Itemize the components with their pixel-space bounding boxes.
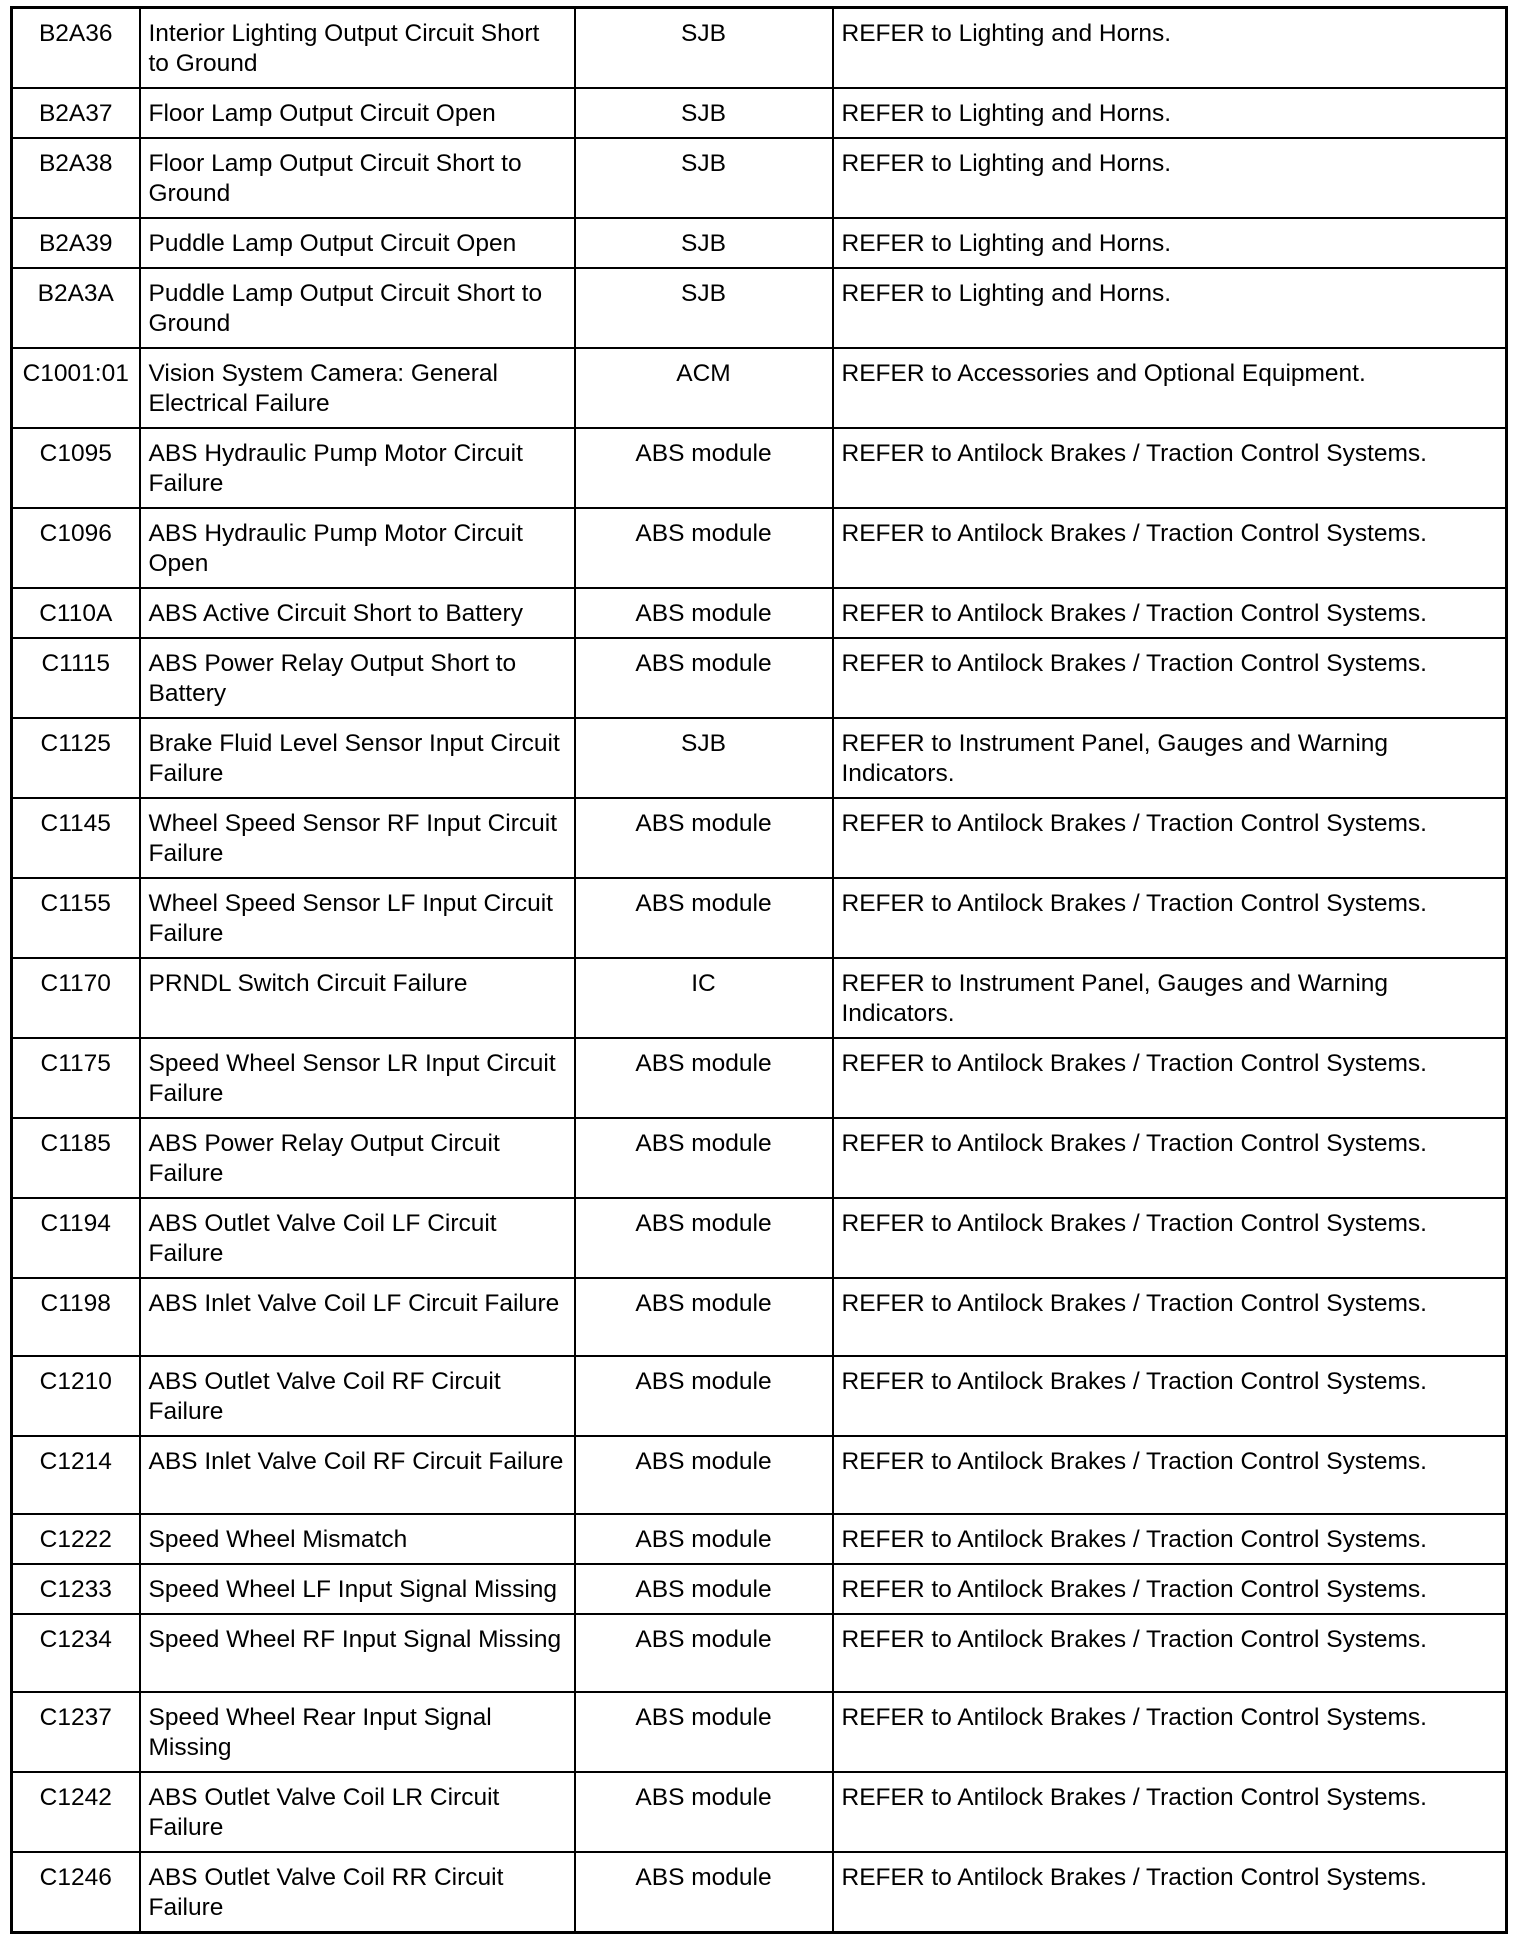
dtc-code: B2A39 [12,218,140,268]
table-row [12,878,1507,958]
dtc-action: REFER to Antilock Brakes / Traction Control Systems. [833,1038,1507,1118]
dtc-source: ABS module [575,428,833,508]
dtc-source: IC [575,958,833,1038]
dtc-description: ABS Power Relay Output Short to Battery [140,638,575,718]
dtc-source: ABS module [575,1564,833,1614]
dtc-description: Puddle Lamp Output Circuit Open [140,218,575,268]
dtc-code: C1096 [12,508,140,588]
table-row [12,508,1507,588]
dtc-action: REFER to Instrument Panel, Gauges and Warning Indicators. [833,718,1507,798]
dtc-action: REFER to Antilock Brakes / Traction Control Systems. [833,1514,1507,1564]
dtc-code: B2A37 [12,88,140,138]
dtc-action: REFER to Antilock Brakes / Traction Control Systems. [833,1852,1507,1933]
dtc-action: REFER to Antilock Brakes / Traction Control Systems. [833,1198,1507,1278]
dtc-code: C1222 [12,1514,140,1564]
dtc-code: C1242 [12,1772,140,1852]
dtc-action: REFER to Antilock Brakes / Traction Control Systems. [833,588,1507,638]
table-row [12,958,1507,1038]
dtc-action: REFER to Lighting and Horns. [833,138,1507,218]
dtc-source: ABS module [575,638,833,718]
dtc-description: Speed Wheel Mismatch [140,1514,575,1564]
dtc-action: REFER to Antilock Brakes / Traction Control Systems. [833,1772,1507,1852]
dtc-code: C1155 [12,878,140,958]
dtc-description: Vision System Camera: General Electrical Failure [140,348,575,428]
dtc-code: C1246 [12,1852,140,1933]
dtc-description: Floor Lamp Output Circuit Short to Ground [140,138,575,218]
dtc-description: Speed Wheel Rear Input Signal Missing [140,1692,575,1772]
dtc-code: C1170 [12,958,140,1038]
dtc-source: ABS module [575,1118,833,1198]
table-row [12,138,1507,218]
dtc-source: ABS module [575,1198,833,1278]
dtc-description: ABS Power Relay Output Circuit Failure [140,1118,575,1198]
dtc-code: C1185 [12,1118,140,1198]
dtc-code: C110A [12,588,140,638]
dtc-table [10,6,1508,1934]
dtc-action: REFER to Antilock Brakes / Traction Control Systems. [833,1118,1507,1198]
dtc-code: B2A38 [12,138,140,218]
dtc-description: ABS Hydraulic Pump Motor Circuit Failure [140,428,575,508]
dtc-action: REFER to Lighting and Horns. [833,8,1507,89]
dtc-description: ABS Outlet Valve Coil LF Circuit Failure [140,1198,575,1278]
dtc-action: REFER to Antilock Brakes / Traction Control Systems. [833,1692,1507,1772]
dtc-code: C1210 [12,1356,140,1436]
dtc-action: REFER to Antilock Brakes / Traction Control Systems. [833,1564,1507,1614]
dtc-description: ABS Inlet Valve Coil LF Circuit Failure [140,1278,575,1356]
dtc-action: REFER to Antilock Brakes / Traction Control Systems. [833,428,1507,508]
dtc-code: C1001:01 [12,348,140,428]
dtc-source: ABS module [575,588,833,638]
dtc-code: C1234 [12,1614,140,1692]
dtc-code: C1214 [12,1436,140,1514]
dtc-source: ABS module [575,1614,833,1692]
dtc-description: ABS Inlet Valve Coil RF Circuit Failure [140,1436,575,1514]
dtc-description: Wheel Speed Sensor RF Input Circuit Failure [140,798,575,878]
table-row [12,268,1507,348]
dtc-source: SJB [575,718,833,798]
dtc-action: REFER to Lighting and Horns. [833,218,1507,268]
dtc-description: Wheel Speed Sensor LF Input Circuit Failure [140,878,575,958]
dtc-code: C1175 [12,1038,140,1118]
table-row [12,8,1507,89]
dtc-source: ABS module [575,1278,833,1356]
dtc-action: REFER to Lighting and Horns. [833,88,1507,138]
table-row [12,1692,1507,1772]
dtc-code: C1237 [12,1692,140,1772]
dtc-description: Speed Wheel Sensor LR Input Circuit Failure [140,1038,575,1118]
dtc-source: ABS module [575,1514,833,1564]
dtc-description: Brake Fluid Level Sensor Input Circuit Failure [140,718,575,798]
table-row [12,1038,1507,1118]
dtc-source: ABS module [575,1436,833,1514]
dtc-action: REFER to Antilock Brakes / Traction Control Systems. [833,508,1507,588]
table-row [12,1614,1507,1692]
table-row [12,588,1507,638]
table-row [12,1198,1507,1278]
table-row [12,718,1507,798]
dtc-source: ABS module [575,878,833,958]
dtc-source: SJB [575,8,833,89]
table-row [12,1772,1507,1852]
dtc-source: ABS module [575,508,833,588]
table-row [12,1436,1507,1514]
dtc-code: C1125 [12,718,140,798]
table-row [12,428,1507,508]
dtc-action: REFER to Antilock Brakes / Traction Control Systems. [833,1436,1507,1514]
table-row [12,1278,1507,1356]
table-row [12,638,1507,718]
dtc-code: C1115 [12,638,140,718]
dtc-action: REFER to Antilock Brakes / Traction Control Systems. [833,878,1507,958]
dtc-action: REFER to Accessories and Optional Equipment. [833,348,1507,428]
dtc-description: PRNDL Switch Circuit Failure [140,958,575,1038]
dtc-source: ACM [575,348,833,428]
table-row [12,1564,1507,1614]
table-row [12,1118,1507,1198]
dtc-source: SJB [575,218,833,268]
dtc-code: C1194 [12,1198,140,1278]
dtc-action: REFER to Lighting and Horns. [833,268,1507,348]
table-row [12,1514,1507,1564]
table-row [12,798,1507,878]
table-row [12,1852,1507,1933]
dtc-source: ABS module [575,1356,833,1436]
dtc-code: C1233 [12,1564,140,1614]
dtc-action: REFER to Instrument Panel, Gauges and Warning Indicators. [833,958,1507,1038]
dtc-code: C1095 [12,428,140,508]
dtc-source: ABS module [575,1772,833,1852]
dtc-source: SJB [575,268,833,348]
dtc-code: C1198 [12,1278,140,1356]
dtc-description: ABS Hydraulic Pump Motor Circuit Open [140,508,575,588]
dtc-code: B2A36 [12,8,140,89]
dtc-source: ABS module [575,798,833,878]
dtc-source: ABS module [575,1038,833,1118]
dtc-code: C1145 [12,798,140,878]
table-row [12,218,1507,268]
dtc-description: Puddle Lamp Output Circuit Short to Ground [140,268,575,348]
dtc-description: Interior Lighting Output Circuit Short to Ground [140,8,575,89]
dtc-description: Floor Lamp Output Circuit Open [140,88,575,138]
dtc-description: ABS Outlet Valve Coil RR Circuit Failure [140,1852,575,1933]
dtc-description: Speed Wheel RF Input Signal Missing [140,1614,575,1692]
table-row [12,1356,1507,1436]
dtc-source: SJB [575,88,833,138]
dtc-source: ABS module [575,1692,833,1772]
dtc-action: REFER to Antilock Brakes / Traction Control Systems. [833,1356,1507,1436]
dtc-description: Speed Wheel LF Input Signal Missing [140,1564,575,1614]
dtc-description: ABS Outlet Valve Coil LR Circuit Failure [140,1772,575,1852]
table-row [12,348,1507,428]
dtc-description: ABS Outlet Valve Coil RF Circuit Failure [140,1356,575,1436]
table-row [12,88,1507,138]
dtc-action: REFER to Antilock Brakes / Traction Control Systems. [833,798,1507,878]
dtc-source: ABS module [575,1852,833,1933]
dtc-action: REFER to Antilock Brakes / Traction Control Systems. [833,1614,1507,1692]
dtc-description: ABS Active Circuit Short to Battery [140,588,575,638]
dtc-source: SJB [575,138,833,218]
dtc-action: REFER to Antilock Brakes / Traction Control Systems. [833,1278,1507,1356]
dtc-code: B2A3A [12,268,140,348]
dtc-action: REFER to Antilock Brakes / Traction Control Systems. [833,638,1507,718]
